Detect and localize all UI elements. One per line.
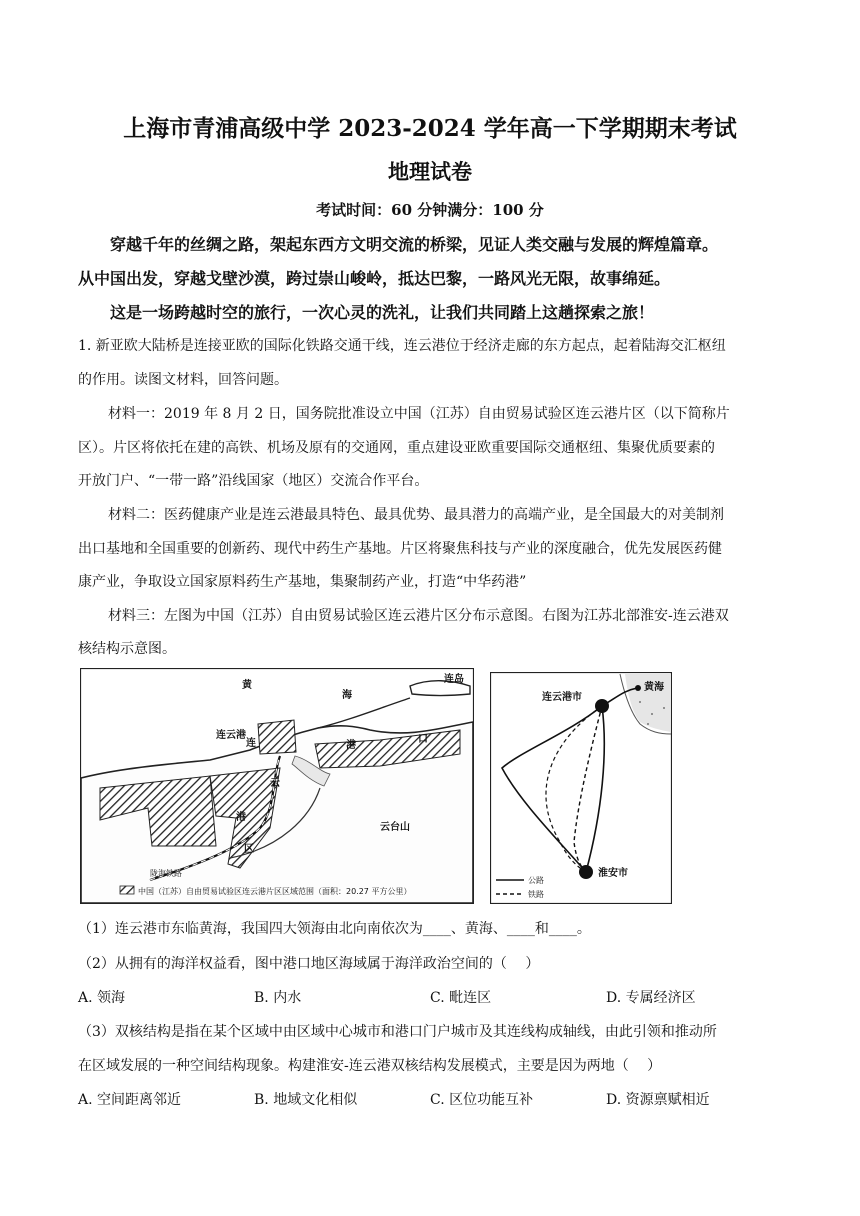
sub3-option-b[interactable]: B. 地域文化相似 <box>254 1092 358 1108</box>
sub3-option-a[interactable]: A. 空间距离邻近 <box>78 1092 182 1108</box>
sub2-option-d[interactable]: D. 专属经济区 <box>606 990 696 1006</box>
left-map-legend-swatch <box>120 886 134 894</box>
left-map-zone-char-b: 云 <box>270 778 280 789</box>
sub-question-1: （1）连云港市东临黄海，我国四大领海由北向南依次为____、黄海、____和____。 <box>78 921 591 937</box>
left-map-island-label: 连岛 <box>444 674 464 685</box>
material3-line-2: 核结构示意图。 <box>78 641 176 657</box>
left-map-legend-text: 中国（江苏）自由贸易试验区连云港片区区域范围（面积：20.27 平方公里） <box>138 887 412 896</box>
right-map-city-marker-bottom <box>579 865 593 879</box>
material2-line-1: 材料二：医药健康产业是连云港最具特色、最具优势、最具潜力的高端产业，是全国最大的对美制剂 <box>108 507 724 523</box>
sub-question-3-line-2: 在区域发展的一种空间结构现象。构建淮安-连云港双核结构发展模式，主要是因为两地（ ） <box>78 1058 662 1074</box>
intro-line-3: 这是一场跨越时空的旅行，一次心灵的洗礼，让我们共同踏上这趟探索之旅！ <box>110 303 655 322</box>
left-map-sea-label-2: 海 <box>342 690 352 701</box>
left-map-mountain-label: 云台山 <box>380 822 410 833</box>
right-map-city-bottom-label: 淮安市 <box>598 868 628 879</box>
material3-line-1: 材料三：左图为中国（江苏）自由贸易试验区连云港片区分布示意图。右图为江苏北部淮安-连云港双 <box>108 608 729 624</box>
right-map-sea-label: 黄海 <box>644 682 664 693</box>
left-map-zone-char-a: 连 <box>246 738 256 749</box>
page-title: 上海市青浦高级中学 2023-2024 学年高一下学期期末考试 <box>123 115 737 142</box>
exam-info: 考试时间：60 分钟满分：100 分 <box>316 201 544 219</box>
question-stem-line-2: 的作用。读图文材料，回答问题。 <box>78 372 288 388</box>
left-map-zone-char-c: 港 <box>236 812 246 823</box>
left-map-railway-label: 陇海铁路 <box>150 869 182 878</box>
material1-line-1: 材料一：2019 年 8 月 2 日，国务院批准设立中国（江苏）自由贸易试验区连云港片区（以下简称片 <box>108 406 730 422</box>
left-map-sea-label-1: 黄 <box>242 680 252 691</box>
sub3-option-c[interactable]: C. 区位功能互补 <box>430 1092 534 1108</box>
material1-line-2: 区）。片区将依托在建的高铁、机场及原有的交通网，重点建设亚欧重要国际交通枢纽、集聚优质要素的 <box>78 440 715 456</box>
right-map-legend-rail: 铁路 <box>528 890 544 899</box>
left-map-port-label-1: 港 <box>346 740 356 751</box>
intro-line-1: 穿越千年的丝绸之路，架起东西方文明交流的桥梁，见证人类交融与发展的辉煌篇章。 <box>110 235 719 254</box>
left-map-city-label: 连云港 <box>216 730 246 741</box>
left-map-port-label-2: 口 <box>418 734 428 745</box>
sub2-option-c[interactable]: C. 毗连区 <box>430 990 492 1006</box>
material1-line-3: 开放门户、“一带一路”沿线国家（地区）交流合作平台。 <box>78 473 429 489</box>
right-map-city-top-label: 连云港市 <box>542 692 582 703</box>
intro-line-2: 从中国出发，穿越戈壁沙漠，跨过崇山峻岭，抵达巴黎，一路风光无限，故事绵延。 <box>78 269 671 288</box>
sub2-option-a[interactable]: A. 领海 <box>78 990 126 1006</box>
right-map-city-marker-top <box>595 699 609 713</box>
sub2-option-b[interactable]: B. 内水 <box>254 990 302 1006</box>
left-map-figure <box>80 668 474 904</box>
subject-title: 地理试卷 <box>388 159 472 184</box>
right-map-legend-road: 公路 <box>528 876 544 885</box>
right-map-figure <box>490 672 672 904</box>
sub-question-2: （2）从拥有的海洋权益看，图中港口地区海域属于海洋政治空间的（ ） <box>78 956 540 972</box>
material2-line-3: 康产业，争取设立国家原料药生产基地，集聚制药产业，打造“中华药港” <box>78 574 527 590</box>
left-map-zone-char-d: 区 <box>244 844 254 855</box>
sub3-option-d[interactable]: D. 资源禀赋相近 <box>606 1092 710 1108</box>
question-stem-line-1: 1. 新亚欧大陆桥是连接亚欧的国际化铁路交通干线，连云港位于经济走廊的东方起点，起着陆海交汇枢纽 <box>78 338 726 354</box>
material2-line-2: 出口基地和全国重要的创新药、现代中药生产基地。片区将聚焦科技与产业的深度融合，优先发展医药健 <box>78 541 722 557</box>
sub-question-3-line-1: （3）双核结构是指在某个区域中由区域中心城市和港口门户城市及其连线构成轴线，由此引领和推动所 <box>78 1024 717 1040</box>
